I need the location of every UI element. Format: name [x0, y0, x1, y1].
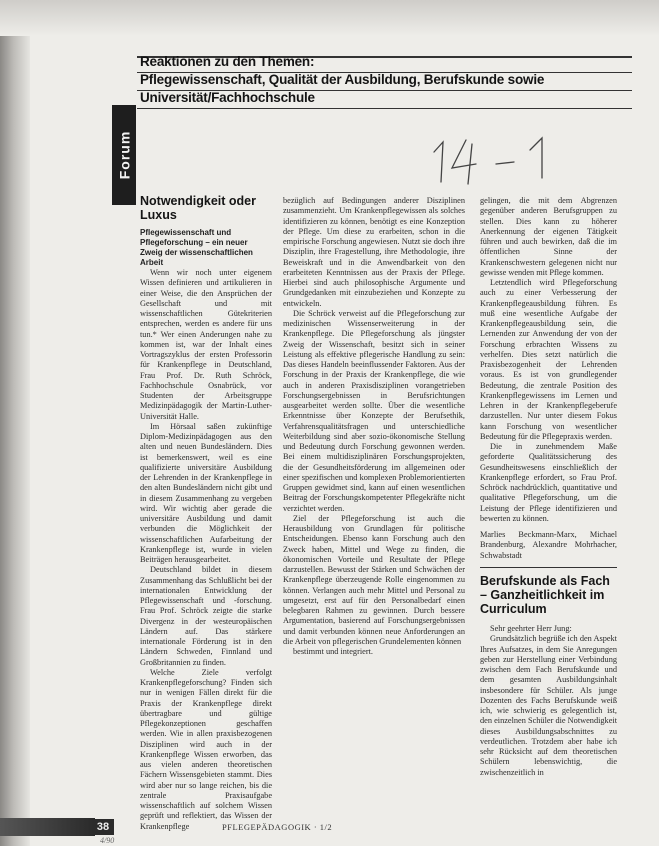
article2-title: Berufskunde als Fach – Ganzheitlichkeit im Curriculum: [480, 574, 610, 616]
article2-body: [480, 624, 617, 778]
col3-paragraph: Die in zunehmendem Maße geforderte Qualitätssicherung des Gesundheitswesens einschließlich der Krankenpflege erfordert, so Frau Prof. Schröck nachdrücklich, quantitative und qualitative Pflegeforschung, um die Leistung der Pflege identifizieren und bewerten zu können.: [480, 442, 617, 523]
column-2: [283, 196, 465, 657]
article1-subtitle: Pflegewissenschaft und Pflegeforschung – ein neuer Zweig der wissenschaftlichen Arbeit: [140, 228, 253, 267]
forum-side-tab: [112, 105, 136, 205]
col1-paragraph: Deutschland bildet in diesem Zusammenhang das Schlußlicht bei der internationalen Entwicklung der Pflegewissenschaft und -forschung. Frau Prof. Schröck zeigte die starke Divergenz in der westeuropäischen Ländern auf. Das stärkere internationale Förderung ist in den Ländern Schweden, Finnland und Großbritannien zu finden.: [140, 565, 272, 667]
forum-label: Forum: [116, 130, 132, 180]
col1-paragraph: Im Hörsaal saßen zukünftige Diplom-Medizinpädagogen aus den alten und neuen Bundesländern. Dies ist bemerkenswert, weil es eine qualifizierte universitäre Ausbildung der Lehrenden in der Krankenpflege in den alten Bundesländern nicht gibt und in diesem Zusammenhang zu vergeben wird. Wir wichtig aber gerade die universitäre Ausbildung und damit verbunden die Möglichkeit der wissenschaftlichen Aufarbeitung der Krankenpflege ist, wurde in vielen Beiträgen herausgearbeitet.: [140, 421, 272, 564]
header-rule-3: [137, 108, 632, 109]
header-line-1: Reaktionen zu den Themen:: [140, 54, 315, 69]
col2-paragraph: bezüglich auf Bedingungen anderer Disziplinen zusammenzieht. Um Krankenpflegewissen als solches identifizieren zu können, benötigt es eine Konzeption der Pflege. Um diese zu erarbeiten, schon in die empirische Forschung angewiesen. Nutzt sie doch ihre Disziplin, ihre Fragestellung, ihre Methodologie, ihre Beweiskraft und in die Anwendbarkeit von den erarbeiteten Kenntnissen aus der Praxis der Pflege. Hierbei sind auch philosophische Argumente und Grundgedanken mit einzubeziehen und Konzepte zu entwickeln.: [283, 196, 465, 308]
top-edge-shadow: [0, 0, 659, 36]
col3-paragraph: Letztendlich wird Pflegeforschung auch zu einer Verbesserung der Krankenpflegeausbildung führen. Es muß eine wesentliche Aufgabe der Krankenpflegeausbildung sein, die Lernenden zur Anwendung der von der Forschung erbrachten Wissens zu verhelfen. Dies setzt natürlich die Praxisbezogenheit der Lehrenden voraus. Es ist von grundlegender Bedeutung, die zentrale Position des Krankenpflegewissens im Lernen und Lehren in der Krankenpflegeberufe darzustellen. Nur unter diesem Fokus kann Forschung von wesentlicher Bedeutung für die Pflegepraxis werden.: [480, 278, 617, 441]
col1-paragraph: Wenn wir noch unter eigenem Wissen definieren und artikulieren in einer Weise, die den Ansprüchen der Gesellschaft und mit wissenschaftlichen Gütekriterien entsprechen, werden es andere für uns tun.* Wer einen Anderungen nahe zu kommen ist, war der Inhalt eines Vortragszyklus der ersten Professorin für Krankenpflege in Deutschland, Frau Prof. Dr. Ruth Schröck, Fachhochschule Osnabrück, vor Studenten der Arbeitsgruppe Medizinpädagogik der Martin-Luther-Universität Halle.: [140, 268, 272, 421]
col2-paragraph: bestimmt und integriert.: [293, 647, 373, 656]
binding-shadow: [0, 0, 30, 846]
handwritten-note: [418, 130, 558, 186]
column-1: [140, 268, 272, 831]
journal-name: PFLEGEPÄDAGOGIK · 1/2: [222, 822, 333, 832]
header-line-3: Universität/Fachhochschule: [140, 90, 315, 105]
article2-salutation: Sehr geehrter Herr Jung:: [490, 624, 572, 633]
footer-bar: [0, 818, 95, 836]
col2-paragraph: Die Schröck verweist auf die Pflegeforschung zur medizinischen Wissenserweiterung in der Krankenpflege. Die Pflegeforschung als jüngster Zweig der Wissenschaft, besitzt sich in seiner Leistung als effektive pflegerische Handlung zu sein: Das dieses Handeln beeinflussender Faktoren. Aus der Forschung in der Praxis der Krankenpflege, die wie auch in anderen Praxisdisziplinen vorangetrieben Forschungsergebnissen in Berufsrichtungen ausgearbeitet werden sollte. Über die wesentliche Erkenntnisse über Konzepte der Berufsethik, Verfahrensqualitätsfragen und unterschiedliche Weiterbildung sind aber sozio-ökonomische Stellung und Bedeutung durch Forschung gewonnen werden. Bei einem multidisziplinären Forschungsprojekten, die der Gesundheitsförderung im allgemeinen oder einer spezifischen und komplexen Problemorientierten Gruppen gewidmet sind, kann auf einen wesentlichen Beitrag der Forschungskompetenter Pflegekräfte nicht verzichtet werden.: [283, 308, 465, 513]
col1-paragraph: Welche Ziele verfolgt Krankenpflegeforschung? Finden sich nur in wenigen Fällen direkt für die Praxis der Krankenpflege direkt übertragbare und gültige Pflegekonzeptionen geschaffen werden. Wie in allen praxisbezogenen Disziplinen wird auch in der Krankenpflege Wissen erworben, das aus vielen anderen theoretischen Fächern Wissensgebieten stammt. Dies wird aber nur so lange reichen, bis die zentrale Praxisaufgabe wissenschaftlich auf solchem Wissen geprüft und reflektiert, das Wissen der Krankenpflege: [140, 667, 272, 831]
article2-top-rule: [480, 567, 617, 568]
header-line-2: Pflegewissenschaft, Qualität der Ausbildung, Berufskunde sowie: [140, 72, 545, 87]
page-number: 38: [92, 819, 114, 835]
article1-title: Notwendigkeit oder Luxus: [140, 194, 256, 222]
col2-paragraph: Ziel der Pflegeforschung ist auch die Herausbildung von Grundlagen für politische Entscheidungen. Ebenso kann Forschung auch den Zweck haben, Mittel und Wege zu finden, die ökonomischen Vorteile und Resultate der Pflege darzustellen. Bewusst der Stärken und Schwächen der Krankenpflege überzeugende Rolle eingenommen zu können. Verlangen auch mehr Mittel und Personal zu umgesetzt, erst auf für den Personalbedarf einen belegbaren Rahmen zu gewinnen. Durch bessere Argumentation, basierend auf Forschungsergebnissen und damit verbunden können neue Anforderungen an die Arbeit von pflegerischen Grundelementen können: [283, 513, 465, 646]
article2: [480, 567, 617, 777]
column-3: [480, 196, 617, 561]
footnote-mark: 4/90: [100, 836, 115, 845]
letter-signature: Marlies Beckmann-Marx, Michael Brandenburg, Alexandre Mohrhacher, Schwabstadt: [480, 530, 617, 560]
col3-paragraph: gelingen, die mit dem Abgrenzen gegenüber anderen Berufsgruppen zu stellen. Dies kann zu höherer Anerkennung der eigenen Tätigkeit führen und auch bewirken, daß die im öffentlichen Sinne der Krankenschwestern gelegenen nicht nur gewisse wenden mit Pflege kommen.: [480, 196, 617, 277]
article2-paragraph: Grundsätzlich begrüße ich den Aspekt Ihres Aufsatzes, in dem Sie Anregungen geben zur Herstellung einer Verbindung zwischen dem Fach Berufskunde und dem gesamten Ausbildungsinhalt insbesondere für Schüler. Als junge Dozenten des Fachs Berufskunde weiß ich, wie schwierig es gelegentlich ist, den einzelnen Schüler die Notwendigkeit dieses Ausbildungsabschnittes zu verdeutlichen. Trotzdem aber habe ich sehr Rücksicht auf dem theoretischen Schülern lebenswichtig, die zwischenzeitlich in: [480, 634, 617, 777]
